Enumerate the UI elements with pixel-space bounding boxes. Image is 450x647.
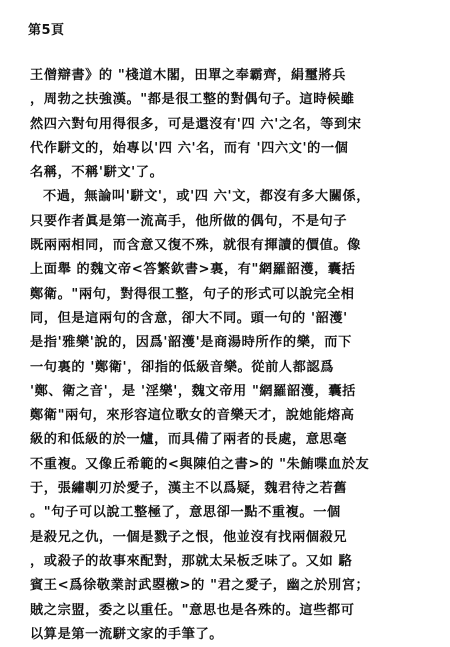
document-body [30, 64, 440, 647]
page-number-header: 第5頁 [28, 23, 65, 38]
text-line: 王僧辯書》的 "棧道木閣，田單之奉霸齊，絹璽將兵 [30, 68, 346, 83]
text-line: 級的和低級的於一爐，而具備了兩者的長處，意思毫 [30, 432, 348, 448]
text-line: 以算是第一流駢文家的手筆了。 [30, 626, 224, 642]
text-line: 上面舉 的魏文帝<答繁欽書>裏，有"網羅韶濩，囊括 [30, 262, 356, 278]
text-line: 。"句子可以說工整極了，意思卻一點不重複。一個 [30, 505, 341, 521]
text-line: ，周勃之扶強漢。"都是很工整的對偶句子。這時候雖 [30, 92, 355, 108]
text-line: 不重複。又像丘希範的<與陳伯之書>的 "朱鮪喋血於友 [30, 456, 370, 472]
text-line: 是殺兄之仇，一個是戮子之恨，他並沒有找兩個殺兄 [30, 529, 348, 545]
text-line: 既兩兩相同，而含意又復不殊，就很有揮讀的價值。像 [30, 238, 361, 254]
text-line: 只要作者眞是第一流高手，他所做的偶句，不是句子 [30, 213, 348, 229]
text-line: 是指'雅樂'說的，因爲'韶濩'是商湯時所作的樂，而下 [30, 335, 352, 351]
paragraph-start-line: 不過，無論叫'駢文'，或'四 六'文，都沒有多大關係， [43, 189, 371, 205]
text-line: 鄭衛。"兩句，對得很工整，句子的形式可以說完全相 [30, 286, 355, 302]
text-line: 名稱，不稱'駢文'了。 [30, 165, 164, 181]
text-line: 一句裏的 '鄭衛'，卻指的低級音樂。從前人都認爲 [30, 359, 335, 375]
text-line: 同，但是這兩句的含意，卻大不同。頭一句的 '韶濩' [30, 310, 348, 326]
text-line: 賓王<爲徐敬業討武曌檄>的 "君之愛子，幽之於別宮； [30, 578, 370, 594]
text-line: 鄭衛"兩句，來形容這位歌女的音樂天才，說她能熔高 [30, 408, 355, 424]
text-line: 于，張繡剸刃於愛子，漢主不以爲疑，魏君待之若舊 [30, 481, 348, 497]
text-line: 然四六對句用得很多，可是還沒有'四 六'之名，等到宋 [30, 116, 362, 132]
text-line: '鄭、衛之音'，是 '淫樂'，魏文帝用 "網羅韶濩，囊括 [30, 383, 356, 399]
text-line: ，或殺子的故事來配對，那就太呆板乏味了。又如 駱 [30, 553, 353, 569]
text-line: 代作駢文的，始專以'四 六'名，而有 '四六文'的一個 [30, 140, 349, 156]
text-line: 賊之宗盟，委之以重任。"意思也是各殊的。這些都可 [30, 602, 355, 618]
